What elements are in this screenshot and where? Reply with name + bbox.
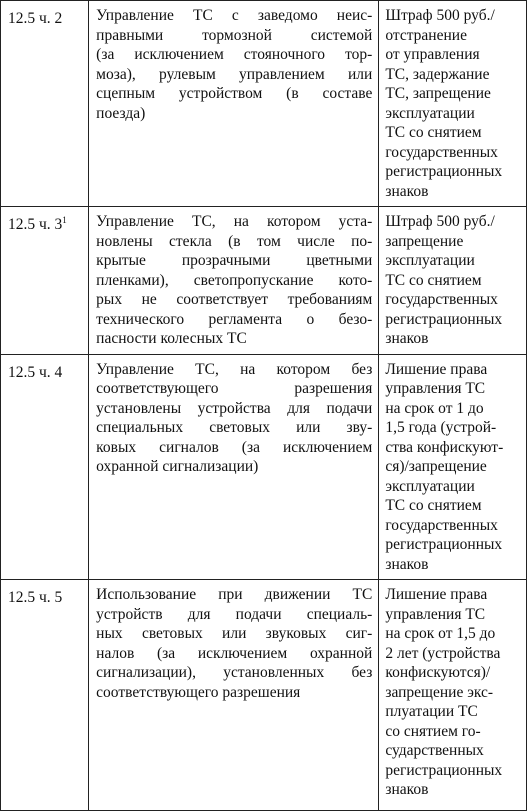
description-line: установлены устройства для подачи xyxy=(96,399,373,417)
article-number: 12.5 ч. 2 xyxy=(8,10,63,27)
penalty-line: Штраф 500 руб./ xyxy=(385,213,495,230)
penalty-line: ТС со снятием xyxy=(385,124,482,141)
penalty-line: эксплуатации xyxy=(385,104,475,122)
article-number: 12.5 ч. 4 xyxy=(8,363,63,381)
penalty-line: эксплуатации xyxy=(385,252,475,269)
penalty-line: регистрационных xyxy=(385,761,503,779)
description-line: крытые прозрачными цветными xyxy=(96,252,373,269)
penalty-line: ТС, запрещение xyxy=(385,85,491,102)
penalty-line: сударственных xyxy=(385,742,484,759)
table-row xyxy=(1,580,527,811)
article-cell xyxy=(1,207,89,355)
penalty-line: государственных xyxy=(385,516,498,534)
penalty-line: Штраф 500 руб./ xyxy=(385,7,495,24)
penalty-line: ТС со снятием xyxy=(385,497,482,514)
article-cell xyxy=(1,580,89,811)
article-number: 12.5 ч. 5 xyxy=(8,589,63,606)
penalty-line: знаков xyxy=(385,781,429,798)
description-line: сигнализации), установленных без xyxy=(96,664,373,681)
penalty-line: 2 лет (устройства xyxy=(385,644,501,662)
penalty-line: на срок от 1,5 до xyxy=(385,625,496,642)
description-line: ных световых или звуковых сиг- xyxy=(96,625,373,642)
description-line: охранной сигнализации) xyxy=(96,458,259,475)
penalty-cell xyxy=(379,207,527,355)
penalty-line: государственных xyxy=(385,291,498,308)
penalty-line: регистрационных xyxy=(385,310,503,328)
description-line: сцепным устройством (в составе xyxy=(96,85,373,102)
description-line: Управление ТС, на котором без xyxy=(96,360,373,378)
penalty-line: знаков xyxy=(385,330,429,347)
penalty-line: ТС со снятием xyxy=(385,271,482,289)
penalty-line: со снятием го- xyxy=(385,722,481,740)
penalty-line: знаков xyxy=(385,555,429,573)
penalty-line: 1,5 года (устрой- xyxy=(385,419,497,436)
description-line: новлены стекла (в том числе по- xyxy=(96,232,373,250)
penalty-line: Лишение права xyxy=(385,586,488,603)
penalty-line: ТС, задержание xyxy=(385,65,490,83)
penalty-line: управления ТС xyxy=(385,605,486,623)
description-cell xyxy=(89,354,379,580)
description-line: пленками), светопропускание кото- xyxy=(96,271,373,289)
description-line: специальных световых или зву- xyxy=(96,419,373,436)
penalty-line: запрещение экс- xyxy=(385,683,494,701)
penalty-line: управления ТС xyxy=(385,380,486,397)
penalty-cell xyxy=(379,580,527,811)
description-line: моза), рулевым управлением или xyxy=(96,65,373,83)
description-cell xyxy=(89,207,379,355)
description-line: соответствующего разрешения xyxy=(96,380,373,397)
description-line: рых не соответствует требованиям xyxy=(96,291,373,308)
description-cell xyxy=(89,580,379,811)
table-row xyxy=(1,207,527,355)
penalty-line: отстранение xyxy=(385,26,467,44)
penalty-line: ства конфискуют- xyxy=(385,438,504,456)
description-line: (за исключением стояночного тор- xyxy=(96,46,373,63)
penalty-line: регистрационных xyxy=(385,536,503,553)
description-line: правными тормозной системой xyxy=(96,26,373,44)
penalty-line: плуатации ТС xyxy=(385,703,478,720)
description-line: Управление ТС, на котором уста- xyxy=(96,213,373,230)
description-cell xyxy=(89,1,379,207)
description-line: поезда) xyxy=(96,104,146,122)
description-line: ковых сигналов (за исключением xyxy=(96,438,373,456)
description-line: пасности колесных ТС xyxy=(96,330,247,347)
table-row xyxy=(1,354,527,580)
article-cell xyxy=(1,354,89,580)
penalty-cell xyxy=(379,354,527,580)
penalty-line: государственных xyxy=(385,143,498,161)
description-line: Использование при движении ТС xyxy=(96,586,373,603)
table-row xyxy=(1,1,527,207)
article-number: 12.5 ч. 3 xyxy=(8,216,63,233)
penalty-line: конфискуются)/ xyxy=(385,664,491,681)
penalty-line: запрещение xyxy=(385,232,464,250)
description-line: налов (за исключением охранной xyxy=(96,644,373,662)
penalty-line: знаков xyxy=(385,182,429,200)
description-line: технического регламента о безо- xyxy=(96,310,373,328)
penalty-cell xyxy=(379,1,527,207)
description-line: соответствующего разрешения xyxy=(96,683,301,701)
article-superscript: 1 xyxy=(62,214,67,225)
penalty-line: эксплуатации xyxy=(385,477,475,495)
description-line: устройств для подачи специаль- xyxy=(96,605,373,623)
penalty-line: на срок от 1 до xyxy=(385,399,484,417)
article-cell xyxy=(1,1,89,207)
penalty-line: регистрационных xyxy=(385,163,503,180)
description-line: Управление ТС с заведомо неис- xyxy=(96,7,373,24)
penalty-line: от управления xyxy=(385,46,480,63)
penalty-line: Лишение права xyxy=(385,360,488,378)
penalty-line: ся)/запрещение xyxy=(385,458,487,475)
